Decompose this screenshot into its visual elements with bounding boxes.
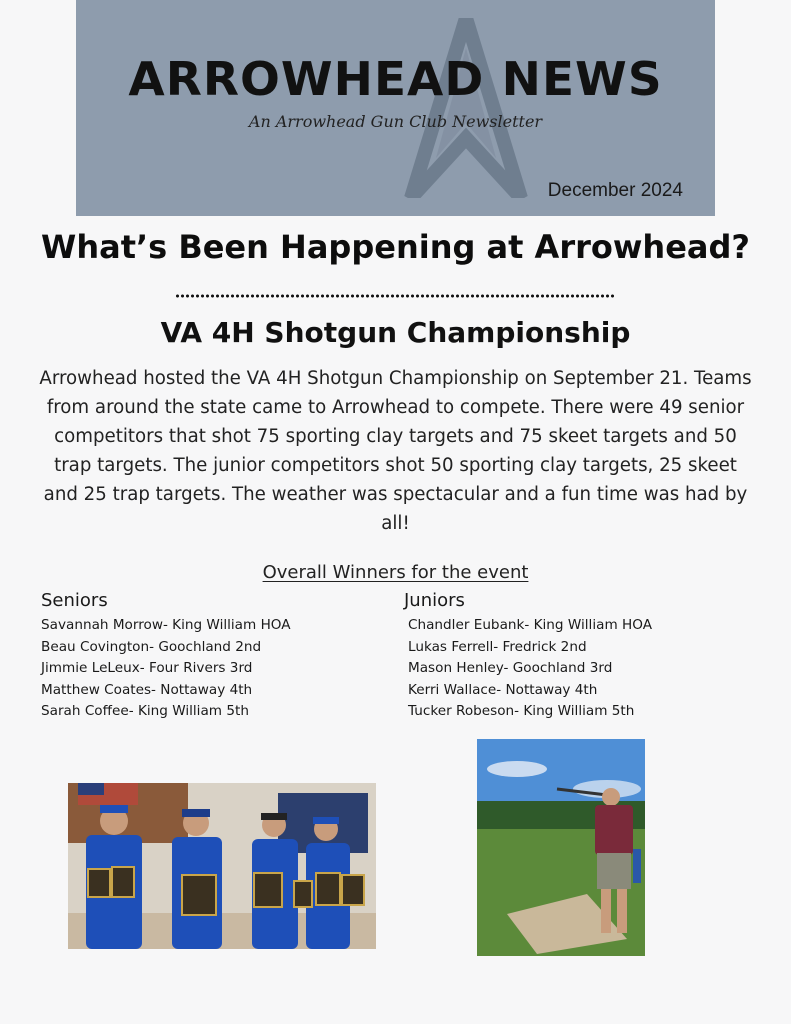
list-item: Kerri Wallace- Nottaway 4th (408, 681, 598, 698)
list-item: Sarah Coffee- King William 5th (41, 703, 249, 719)
list-item: Chandler Eubank- King William HOA (408, 617, 652, 633)
list-item: Savannah Morrow- King William HOA (41, 617, 291, 633)
juniors-heading: Juniors (404, 590, 465, 611)
seniors-column (41, 590, 291, 723)
seniors-heading: Seniors (41, 590, 108, 611)
issue-date: December 2024 (547, 180, 683, 201)
section-title: VA 4H Shotgun Championship (160, 316, 631, 349)
list-item: Jimmie LeLeux- Four Rivers 3rd (41, 660, 253, 676)
winners-title (0, 562, 791, 583)
list-item: Mason Henley- Goochland 3rd (408, 660, 613, 676)
winners-title-text: Overall Winners for the event (262, 562, 529, 583)
dotted-divider (175, 294, 616, 298)
list-item: Beau Covington- Goochland 2nd (41, 638, 262, 655)
shooter-photo (477, 739, 645, 956)
list-item: Tucker Robeson- King William 5th (408, 703, 635, 719)
list-item: Matthew Coates- Nottaway 4th (41, 681, 253, 698)
section-body: Arrowhead hosted the VA 4H Shotgun Championship on September 21. Teams from around the state came to Arrowhead to compete. There were 49 senior competitors that shot 75 sporting clay targets and 75 skeet targets and 50 trap targets. The junior competitors shot 50 sporting clay targets, 25 skeet and 25 trap targets. The weather was spectacular and a fun time was had by all! (39, 368, 752, 534)
masthead (76, 0, 715, 216)
newsletter-subtitle: An Arrowhead Gun Club Newsletter (248, 112, 543, 131)
juniors-column (404, 590, 652, 723)
team-winners-photo (68, 783, 376, 949)
arrowhead-logo-icon (396, 18, 536, 198)
page-headline: What’s Been Happening at Arrowhead? (41, 228, 750, 266)
list-item: Lukas Ferrell- Fredrick 2nd (408, 638, 587, 655)
newsletter-title: ARROWHEAD NEWS (128, 52, 663, 106)
